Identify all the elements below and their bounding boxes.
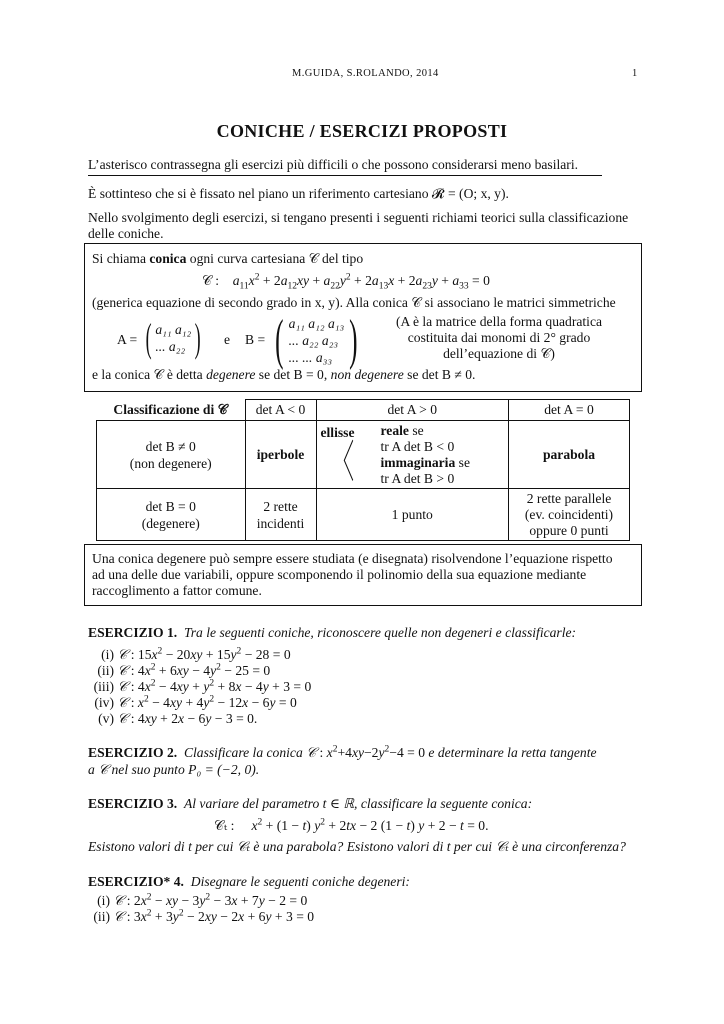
degenerate-def-post: se det B ≠ 0. [403, 367, 476, 382]
row-degenerate-head: det B = 0 (degenere) [97, 489, 246, 541]
definition-pre: Si chiama [92, 251, 150, 266]
ellipse-imaginary: immaginaria [380, 454, 456, 470]
matrix-note [384, 314, 614, 362]
page-title: CONICHE / ESERCIZI PROPOSTI [216, 121, 508, 141]
classification-table [96, 399, 630, 541]
exercise-2-label: ESERCIZIO 2. [88, 745, 178, 760]
matrix-b-row-3: ... ... a₃₃ [288, 349, 333, 365]
matrix-note-line-1: (A è la matrice della forma quadratica [395, 314, 603, 329]
exercise-4-label: ESERCIZIO* 4. [88, 874, 184, 889]
degenerate-def-mid: se det B = 0, [255, 367, 331, 382]
exercise-4-item-1: (i) 𝒞 : $2x^2$ − xy − $3y^2 - 3x + 7y - 2 = 0$ [97, 892, 308, 908]
nondegenerate-word: non degenere [330, 367, 404, 382]
exercise-4-heading [88, 873, 410, 891]
matrix-a-label: A = [117, 332, 138, 347]
matrix-b [270, 309, 363, 371]
matrix-note-line-3: dell’equazione di 𝒞) [443, 346, 555, 361]
matrix-a-open-paren: ( [145, 315, 152, 360]
definition-post: ogni curva cartesiana 𝒞 del tipo [186, 251, 364, 266]
matrix-b-open-paren: ( [275, 309, 284, 371]
matrix-a-close-paren: ) [194, 315, 201, 360]
exercise-2-line-2: a 𝒞 nel suo punto P₀ = (−2, 0). [88, 762, 260, 777]
exercise-2-heading: ESERCIZIO 2. Classificare la conica 𝒞 : $x^2+4xy-2y^2-4 = 0$ e determinare la retta tangente [88, 744, 597, 760]
matrix-b-row-2: ... a₂₂ a₂₃ [288, 332, 339, 348]
exercise-3-equation-label: 𝒞ₜ : [214, 818, 235, 833]
theory-note-line-2: delle coniche. [88, 226, 164, 241]
exercise-1-heading [88, 624, 576, 642]
degenerate-definition [92, 366, 475, 384]
exercise-4-item-2: (ii) 𝒞 : $3x^2 + 3y^2 - 2xy - 2x + 6y + 3 = 0$ [93, 908, 315, 924]
exercise-3-heading [88, 795, 532, 813]
definition-line-1 [92, 250, 363, 268]
matrix-a [142, 315, 205, 360]
matrix-b-label: B = [245, 332, 266, 347]
table-header-row [97, 400, 630, 421]
page-number: 1 [632, 68, 638, 79]
cell-parallel-lines: 2 rette parallele (ev. coincidenti) oppure 0 punti [509, 489, 630, 541]
exercise-3-text: Al variare del parametro t ∈ ℝ, classificare la seguente conica: [183, 796, 533, 811]
ellipse-real: reale [380, 422, 409, 438]
angle-bracket: 〈 [331, 437, 354, 487]
running-header: M.GUIDA, S.ROLANDO, 2014 [292, 68, 439, 79]
exercise-1-text: Tra le seguenti coniche, riconoscere quelle non degeneri e classificarle: [183, 625, 577, 640]
exercise-2-text-b: e determinare la retta tangente [428, 745, 597, 760]
ellipse-real-condition: tr A det B < 0 [380, 438, 455, 454]
frame-note: È sottinteso che si è fissato nel piano un riferimento cartesiano 𝓡 = (O; x, y). [88, 186, 509, 201]
exercise-3-question: Esistono valori di t per cui 𝒞ₜ è una parabola? Esistono valori di t per cui 𝒞ₜ è una circonferenza? [88, 839, 626, 854]
exercise-1-item-3: (iii) 𝒞 : $4x^2 - 4xy + y^2 + 8x - 4y + 3 = 0$ [93, 678, 312, 694]
exercise-1-item-4: (iv) 𝒞 : $x^2 - 4xy + 4y^2 - 12x - 6y = 0$ [94, 694, 297, 710]
degenerate-box-line-3: raccoglimento a fattor comune. [92, 583, 262, 598]
row-nondegenerate-head: det B ≠ 0 (non degenere) [97, 421, 246, 489]
definition-term: conica [149, 251, 187, 266]
general-conic-equation: 𝒞 : $a_{11}x^2 + 2a_{12}xy + a_{22}y^2 + 2a_{13}x + 2a_{23}y + a_{33} = 0$ [202, 272, 490, 292]
exercise-1-item-1: (i) 𝒞 : $15x^2 - 20xy + 15y^2 - 28 = 0$ [101, 646, 291, 662]
cell-parabola: parabola [509, 421, 630, 489]
table-row-degenerate [97, 489, 630, 541]
exercise-1-item-2: (ii) 𝒞 : $4x^2 + 6xy - 4y^2 - 25 = 0$ [97, 662, 271, 678]
degenerate-box-line-2: ad una delle due variabili, oppure scomponendo il polinomio della sua equazione mediante [92, 567, 587, 582]
degenerate-word: degenere [206, 367, 256, 382]
cell-incident-lines: 2 rette incidenti [245, 489, 316, 541]
cell-hyperbola: iperbole [245, 421, 316, 489]
exercise-4-text: Disegnare le seguenti coniche degeneri: [190, 874, 410, 889]
col-det-a-zero: det A = 0 [509, 400, 630, 421]
matrix-b-row-1: a₁₁ a₁₂ a₁₃ [288, 315, 345, 331]
exercise-2-text-a: Classificare la conica [183, 745, 303, 760]
matrix-note-line-2: costituita dai monomi di 2° grado [407, 330, 591, 345]
table-corner: Classificazione di 𝒞 [97, 400, 246, 421]
matrix-b-close-paren: ) [349, 309, 358, 371]
and-word: e [224, 332, 231, 347]
definition-line-3: (generica equazione di secondo grado in x, y). Alla conica 𝒞 si associano le matrici simmetriche [92, 295, 616, 310]
ellipse-imaginary-condition: tr A det B > 0 [380, 470, 455, 486]
degenerate-box-line-1: Una conica degenere può sempre essere studiata (e disegnata) risolvendone l’equazione rispetto [92, 551, 613, 566]
col-det-a-positive: det A > 0 [316, 400, 509, 421]
exercise-3-equation: 𝒞ₜ : $x^2 + (1 - t) y^2 + 2tx - 2$ (1 − t) y + 2 − t = 0. [214, 817, 489, 833]
table-row-nondegenerate [97, 421, 630, 489]
asterisk-note: L’asterisco contrassegna gli esercizi più difficili o che possono considerarsi meno basilari. [88, 157, 578, 172]
exercise-1-item-5: (v) 𝒞 : 4xy + 2x − 6y − 3 = 0. [98, 711, 258, 726]
matrix-a-row-2: ... a₂₂ [155, 339, 186, 354]
cell-ellipse: ellisse〈 [316, 421, 381, 489]
exercise-3-label: ESERCIZIO 3. [88, 796, 178, 811]
degenerate-def-pre: e la conica 𝒞 è detta [92, 367, 207, 382]
equation-label: 𝒞 : [202, 273, 220, 288]
exercise-1-label: ESERCIZIO 1. [88, 625, 178, 640]
matrix-a-row-1: a₁₁ a₁₂ [155, 322, 192, 337]
theory-note-line-1: Nello svolgimento degli esercizi, si tengano presenti i seguenti richiami teorici sulla classificazione [88, 210, 629, 225]
cell-one-point: 1 punto [316, 489, 509, 541]
cell-ellipse-cases: reale se tr A det B < 0 immaginaria se tr A det B > 0 [381, 421, 509, 489]
asterisk-note-underline [88, 175, 602, 176]
col-det-a-negative: det A < 0 [245, 400, 316, 421]
